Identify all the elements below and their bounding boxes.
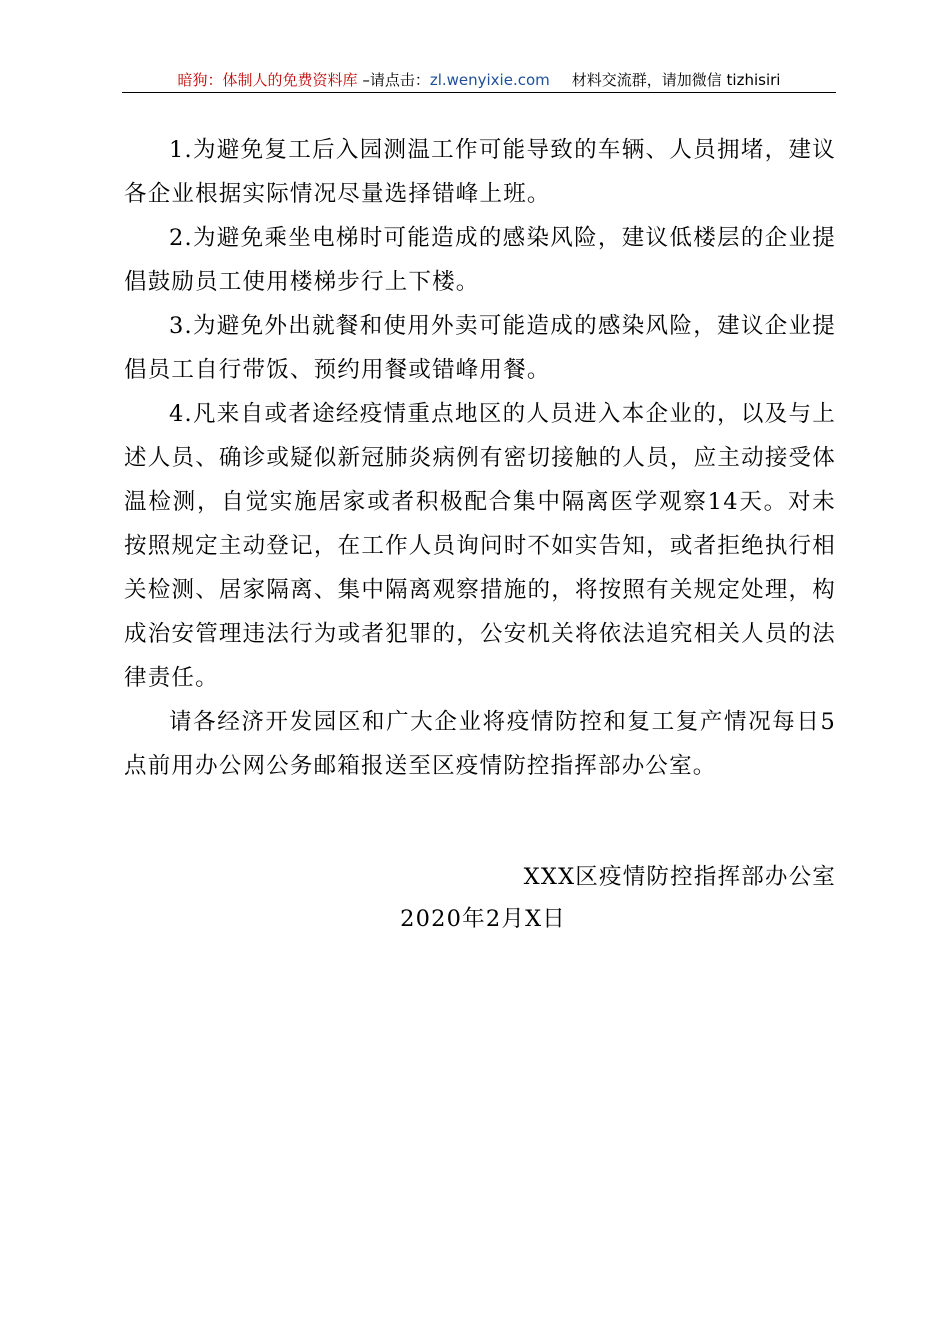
header-separator: –请点击：	[357, 71, 430, 89]
signature-organization: XXX区疫情防控指挥部办公室	[523, 864, 836, 890]
paragraph-item-2: 2.为避免乘坐电梯时可能造成的感染风险，建议低楼层的企业提倡鼓励员工使用楼梯步行上下楼。	[124, 225, 836, 295]
signature-date: 2020年2月X日	[400, 906, 566, 932]
paragraph-item-1: 1.为避免复工后入园测温工作可能导致的车辆、人员拥堵，建议各企业根据实际情况尽量选择错峰上班。	[124, 137, 836, 207]
header-link[interactable]: zl.wenyixie.com	[429, 71, 550, 89]
header-group-info: 材料交流群，请加微信 tizhisiri	[571, 71, 781, 89]
page-header	[122, 70, 836, 93]
document-body	[124, 128, 836, 788]
paragraph-item-3: 3.为避免外出就餐和使用外卖可能造成的感染风险，建议企业提倡员工自行带饭、预约用餐或错峰用餐。	[124, 313, 836, 383]
paragraph-item-4: 4.凡来自或者途经疫情重点地区的人员进入本企业的，以及与上述人员、确诊或疑似新冠肺炎病例有密切接触的人员，应主动接受体温检测，自觉实施居家或者积极配合集中隔离医学观察14天。对未按照规定主动登记，在工作人员询问时不如实告知，或者拒绝执行相关检测、居家隔离、集中隔离观察措施的，将按照有关规定处理，构成治安管理违法行为或者犯罪的，公安机关将依法追究相关人员的法律责任。	[124, 401, 836, 691]
closing-paragraph: 请各经济开发园区和广大企业将疫情防控和复工复产情况每日5点前用办公网公务邮箱报送至区疫情防控指挥部办公室。	[124, 709, 836, 779]
header-brand: 暗狗：体制人的免费资料库	[177, 71, 358, 89]
signature-block	[124, 856, 836, 940]
